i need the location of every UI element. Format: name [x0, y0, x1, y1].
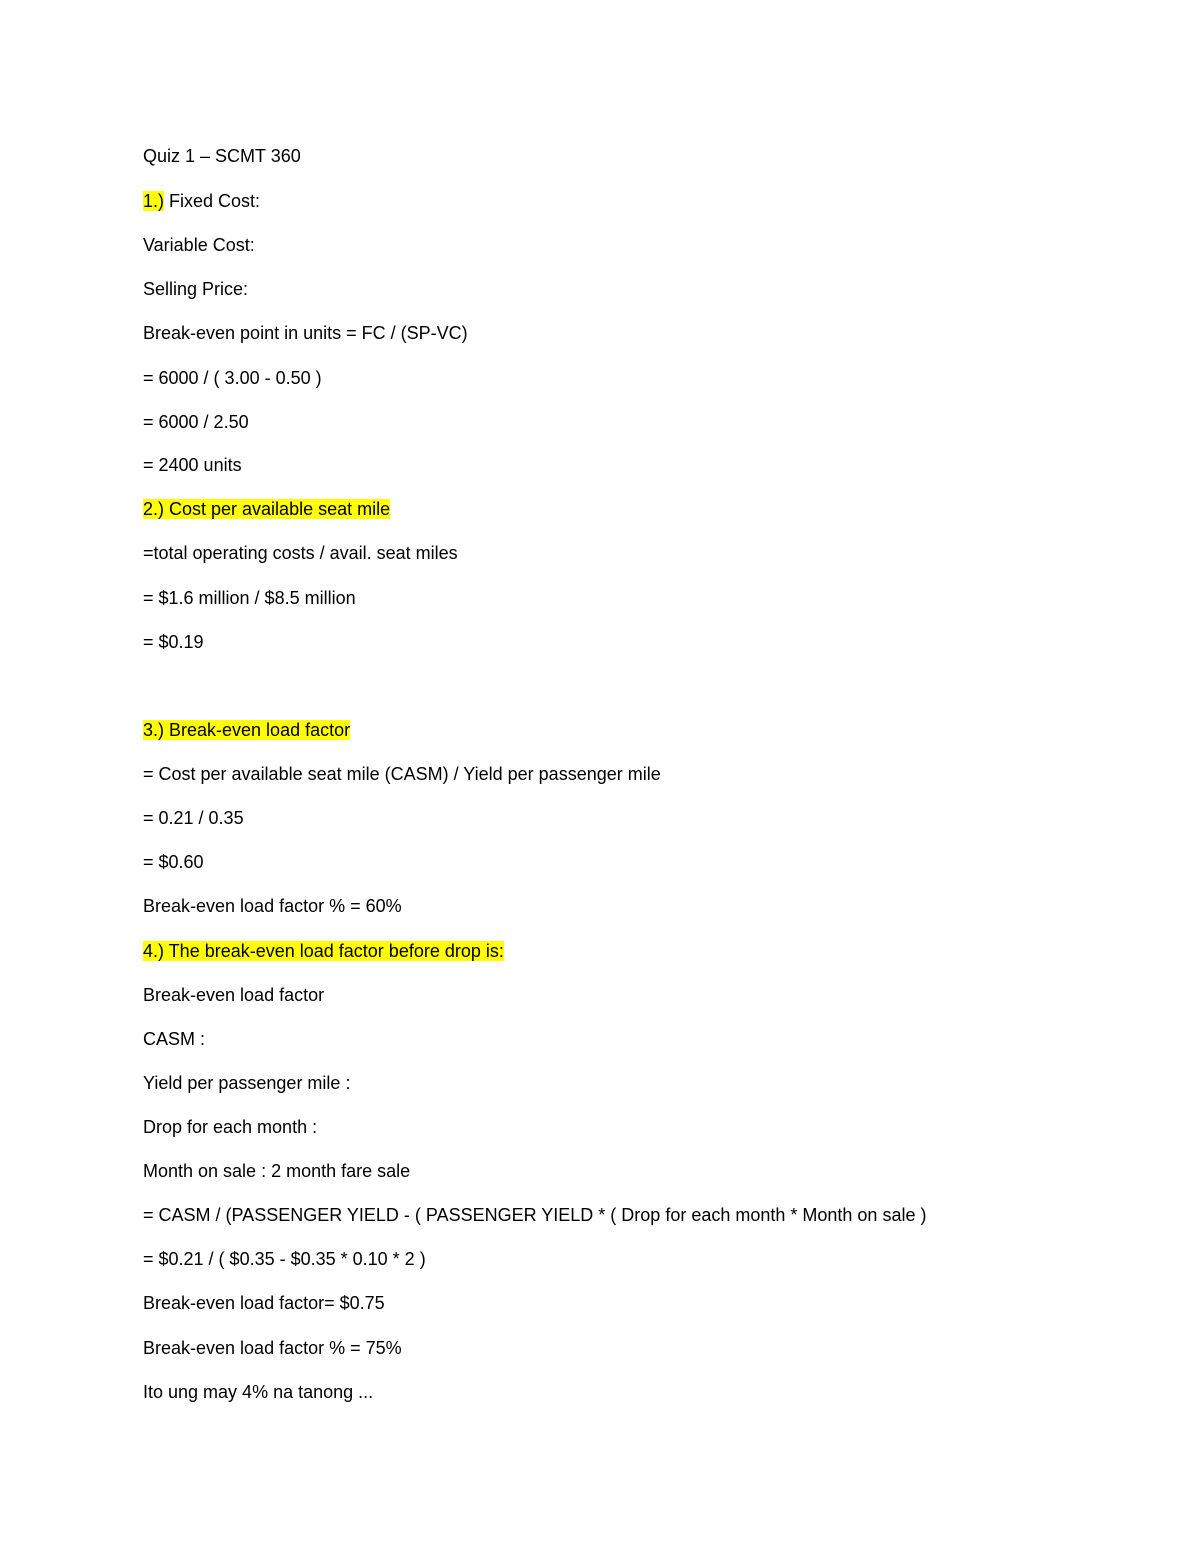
q2-result: = $0.19 [143, 632, 204, 652]
q4-step2: Break-even load factor= $0.75 [143, 1293, 385, 1313]
q1-fixed-cost-label: Fixed Cost: [164, 191, 261, 211]
q1-step1: = 6000 / ( 3.00 - 0.50 ) [143, 368, 322, 388]
q4-result: Break-even load factor % = 75% [143, 1338, 402, 1358]
q2-step1: = $1.6 million / $8.5 million [143, 588, 356, 608]
q2-formula: =total operating costs / avail. seat miles [143, 543, 458, 563]
q2-heading: 2.) Cost per available seat mile [143, 499, 391, 519]
q1-fixed-cost-line [143, 187, 260, 215]
q4-heading: 4.) The break-even load factor before drop is: [143, 941, 504, 961]
q3-heading-line [143, 716, 350, 744]
document-title: Quiz 1 – SCMT 360 [143, 146, 301, 166]
q3-heading: 3.) Break-even load factor [143, 720, 351, 740]
q4-formula: = CASM / (PASSENGER YIELD - ( PASSENGER YIELD * ( Drop for each month * Month on sale ) [143, 1205, 927, 1225]
q1-selling-price-label: Selling Price: [143, 279, 249, 299]
q3-formula: = Cost per available seat mile (CASM) / Yield per passenger mile [143, 764, 661, 784]
q1-variable-cost-label: Variable Cost: [143, 235, 255, 255]
q2-heading-line [143, 495, 390, 523]
q4-yield-label: Yield per passenger mile : [143, 1073, 351, 1093]
q4-heading-line [143, 937, 504, 965]
q4-line1: Break-even load factor [143, 985, 325, 1005]
q1-result: = 2400 units [143, 455, 242, 475]
q1-number-highlight: 1.) [143, 191, 165, 211]
q4-drop-label: Drop for each month : [143, 1117, 318, 1137]
q3-step1: = 0.21 / 0.35 [143, 808, 244, 828]
q4-month-label: Month on sale : 2 month fare sale [143, 1161, 411, 1181]
q4-note: Ito ung may 4% na tanong ... [143, 1382, 374, 1402]
q4-casm-label: CASM : [143, 1029, 206, 1049]
q1-step2: = 6000 / 2.50 [143, 412, 249, 432]
q3-result: Break-even load factor % = 60% [143, 896, 402, 916]
q1-formula: Break-even point in units = FC / (SP-VC) [143, 323, 468, 343]
q4-step1: = $0.21 / ( $0.35 - $0.35 * 0.10 * 2 ) [143, 1249, 426, 1269]
q3-step2: = $0.60 [143, 852, 204, 872]
